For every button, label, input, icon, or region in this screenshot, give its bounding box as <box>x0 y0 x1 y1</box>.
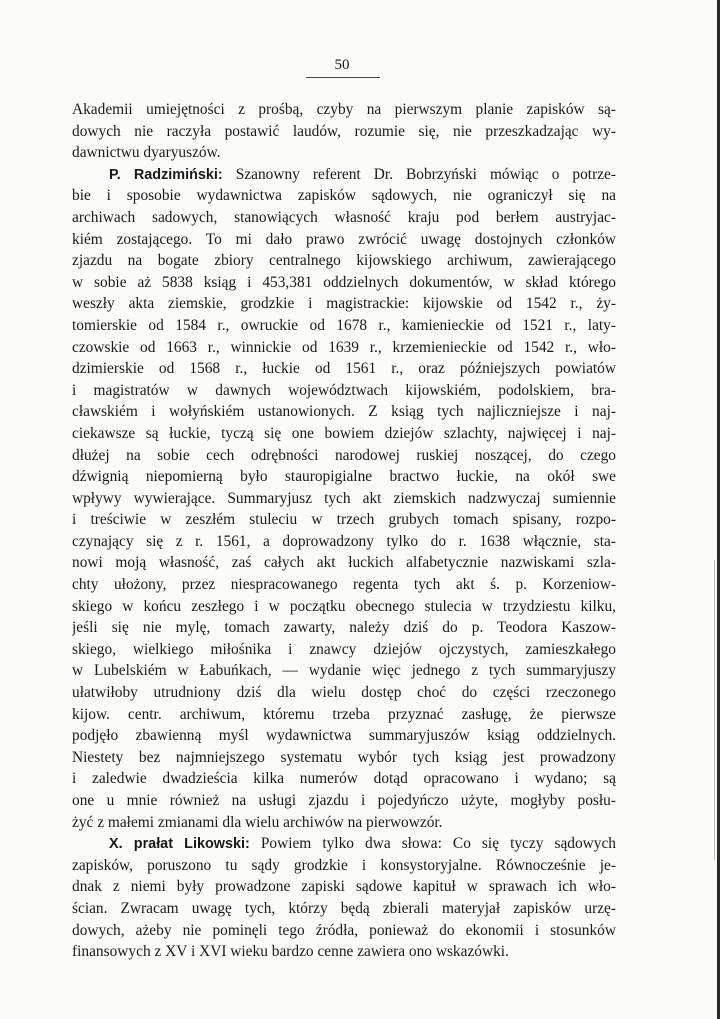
text-line: Niestety bez najmniejszego systematu wybór tych ksiąg jest prowadzony <box>72 748 616 766</box>
speech-text: Szanowny referent Dr. Bobrzyński mówiąc o potrze- <box>235 165 616 183</box>
text-line: ciekawsze są łuckie, tyczą się one bowiem dziejów szlachty, najwięcej i naj- <box>72 424 616 442</box>
text-line: w Lubelskiém w Łabuńkach, — wydanie więc jednego z tych summaryjuszy <box>72 662 616 680</box>
text-line: one u mnie również na usługi zjazdu i pojedyńczo użyte, mogłyby posłu- <box>72 792 616 809</box>
text-line: czynający się z r. 1561, a doprowadzony tylko do r. 1638 włącznie, sta- <box>72 532 616 550</box>
text-line: i zaledwie dwadzieścia kilka numerów dotąd opracowano i wydano; są <box>72 770 616 788</box>
text-line: kiém zostającego. To mi dało prawo zwrócić uwagę dostojnych członków <box>72 230 616 248</box>
text-line: wpływy wywierające. Summaryjusz tych akt ziemskich nadzwyczaj sumiennie <box>72 489 616 507</box>
text-line: archiwach sadowych, stanowiących własność kraju pod berłem austryjac- <box>72 208 616 226</box>
text-line: czowskie od 1663 r., winnickie od 1639 r., krzemienieckie od 1542 r., wło- <box>72 338 616 356</box>
text-line: weszły akta ziemskie, grodzkie i magistrackie: kijowskie od 1542 r., ży- <box>72 295 616 313</box>
text-line: i magistratów w dawnych województwach kijowskiém, podolskiem, bra- <box>72 381 616 399</box>
scan-edge-mark <box>714 560 715 860</box>
text-line: kijow. centr. archiwum, któremu trzeba przyznać zasługę, że pierwsze <box>72 705 616 723</box>
speech-text: Powiem tylko dwa słowa: Co się tyczy sądowych <box>260 835 616 853</box>
text-line <box>72 833 616 855</box>
text-line: i treściwie w zeszłém stuleciu w trzech grubych tomach spisany, rozpo- <box>72 511 616 529</box>
text-line: ścian. Zwracam uwagę tych, którzy będą zbierali materyjał zapisków urzę- <box>72 899 616 917</box>
text-line: podjęło zbawienną myśl wydawnictwa summaryjuszów ksiąg oddzielnych. <box>72 727 616 745</box>
text-line: dnak z niemi były prowadzone zapiski sądowe kapituł w sprawach ich wło- <box>72 878 616 896</box>
text-line: dzimierskie od 1568 r., łuckie od 1561 r., oraz późniejszych powiatów <box>72 360 616 378</box>
text-line: dłużej na sobie cech odrębności narodowej ruskiej noszącej, do czego <box>72 446 616 464</box>
text-line: dowych, ażeby nie pominęli tego źródła, ponieważ do ekonomii i stosunków <box>72 921 616 939</box>
text-line: chty ułożony, przez niespracowanego regenta tych akt ś. p. Korzeniow- <box>72 576 616 594</box>
text-line: skiego, wielkiego miłośnika i znawcy dziejów ojczystych, zamieszkałego <box>72 640 616 658</box>
body-text <box>72 99 616 963</box>
text-line: nowi moją własność, zaś całych akt łuckich alfabetycznie nazwiskami szla- <box>72 554 616 572</box>
page-number-rule <box>306 77 380 78</box>
text-line: Akademii umiejętności z prośbą, czyby na pierwszym planie zapisków są- <box>72 101 616 118</box>
text-line: tomierskie od 1584 r., owruckie od 1678 r., kamienieckie od 1521 r., laty- <box>72 316 616 334</box>
text-line: dawnictwu dyaryuszów. <box>72 144 221 162</box>
text-line: zjazdu na bogate zbiory centralnego kijowskiego archiwum, zawierającego <box>72 252 616 270</box>
text-line: bie i sposobie wydawnictwa zapisków sądowych, nie ograniczył się na <box>72 187 616 205</box>
page-number: 50 <box>334 57 350 73</box>
text-line: jeśli się nie mylę, tomach zawarty, należy dziś do p. Teodora Kaszow- <box>72 619 616 637</box>
text-line: żyć z małemi zmianami dla wielu archiwów na pierwowzór. <box>72 813 443 831</box>
text-line: zapisków, poruszono tu sądy grodzkie i konsystoryjalne. Równocześnie je- <box>72 856 616 874</box>
speaker-name: X. prałat Likowski: <box>109 836 250 853</box>
text-line: finansowych z XV i XVI wieku bardzo cenne zawiera ono wskazówki. <box>72 943 509 961</box>
text-line: cławskiém i wołyńskiém ustanowionych. Z ksiąg tych najliczniejsze i naj- <box>72 403 616 421</box>
text-line: w sobie aż 5838 ksiąg i 453,381 oddzielnych dokumentów, w skład którego <box>72 273 616 291</box>
text-line: dźwignią niepomierną było stauropigialne bractwo łuckie, na okół swe <box>72 468 616 486</box>
text-line: dowych nie raczyła postawić laudów, rozumie się, nie przeszkadzając wy- <box>72 122 616 140</box>
speaker-name: P. Radzimiński: <box>109 166 223 183</box>
text-line: ułatwiłoby utrudniony dziś dla wielu dostęp choć do części rzeczonego <box>72 684 616 702</box>
text-line <box>72 164 616 186</box>
text-line: skiego w końcu zeszłego i w początku obecnego stulecia w trzydziestu kilku, <box>72 597 616 615</box>
